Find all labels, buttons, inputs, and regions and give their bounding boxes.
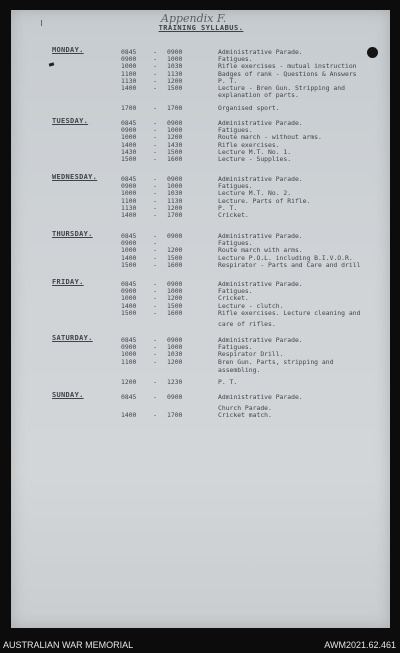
end-time: 1200 xyxy=(167,357,183,366)
activity: Lecture P.O.L. including B.I.V.O.R. xyxy=(218,253,353,262)
day-heading: MONDAY. xyxy=(52,46,84,54)
start-time: 0900 xyxy=(121,55,137,64)
activity: Organised sport. xyxy=(218,104,280,112)
time-separator: - xyxy=(153,336,157,344)
activity: Badges of rank - Questions & Answers xyxy=(218,69,357,78)
day-heading: THURSDAY. xyxy=(52,230,93,238)
day-heading: SUNDAY. xyxy=(52,391,84,399)
start-time: 0900 xyxy=(121,287,137,296)
day-heading: FRIDAY. xyxy=(52,278,84,286)
time-separator: - xyxy=(153,119,157,127)
time-separator: - xyxy=(153,350,157,359)
time-separator: - xyxy=(153,287,157,296)
time-separator: - xyxy=(153,211,157,219)
time-separator: - xyxy=(153,133,157,142)
activity: assembling. xyxy=(218,366,261,374)
activity: Cricket. xyxy=(218,211,249,219)
activity: P. T. xyxy=(218,76,238,85)
start-time: 0845 xyxy=(121,393,137,401)
start-time: 1130 xyxy=(121,203,137,212)
end-time: 1500 xyxy=(167,301,183,310)
start-time: 1400 xyxy=(121,301,137,310)
day-heading: SATURDAY. xyxy=(52,334,93,342)
start-time: 1400 xyxy=(121,211,137,219)
end-time: 1700 xyxy=(167,411,183,419)
end-time: 1000 xyxy=(167,55,183,64)
end-time: 0900 xyxy=(167,119,183,127)
end-time: 0900 xyxy=(167,175,183,183)
start-time: 1130 xyxy=(121,76,137,85)
handwritten-annotation: Appendix F. xyxy=(161,12,227,25)
time-separator: - xyxy=(153,69,157,78)
start-time: 0900 xyxy=(121,126,137,135)
day-heading: WEDNESDAY. xyxy=(52,173,98,181)
end-time: 1200 xyxy=(167,246,183,255)
activity: Route march with arms. xyxy=(218,246,303,255)
activity: Lecture. Parts of Rifle. xyxy=(218,196,311,205)
time-separator: - xyxy=(153,393,157,401)
activity: Administrative Parade. xyxy=(218,232,303,240)
schedule-row xyxy=(11,411,390,419)
schedule-row xyxy=(11,104,390,112)
start-time: 1000 xyxy=(121,133,137,142)
start-time: 1000 xyxy=(121,294,137,303)
end-time: 1500 xyxy=(167,147,183,156)
activity: Lecture - Supplies. xyxy=(218,155,292,163)
time-separator: - xyxy=(153,203,157,212)
time-separator: - xyxy=(153,280,157,288)
end-time: 1000 xyxy=(167,343,183,352)
time-separator: - xyxy=(153,246,157,255)
end-time: 1200 xyxy=(167,76,183,85)
start-time: 1100 xyxy=(121,196,137,205)
end-time: 1200 xyxy=(167,133,183,142)
end-time: 1600 xyxy=(167,308,183,317)
start-time: 1700 xyxy=(121,104,137,112)
archive-footer xyxy=(0,637,400,653)
end-time: 0900 xyxy=(167,393,183,401)
end-time: 1430 xyxy=(167,140,183,149)
time-separator: - xyxy=(153,104,157,112)
start-time: 1500 xyxy=(121,260,137,269)
activity: Fatigues. xyxy=(218,55,253,64)
activity: P. T. xyxy=(218,378,238,386)
time-separator: - xyxy=(153,155,157,163)
start-time: 0845 xyxy=(121,232,137,240)
schedule-row xyxy=(11,155,390,163)
time-separator: - xyxy=(153,175,157,183)
archive-reference: AWM2021.62.461 xyxy=(324,640,396,650)
activity: Fatigues. xyxy=(218,182,253,191)
schedule-row xyxy=(11,358,390,366)
start-time: 0845 xyxy=(121,175,137,183)
activity: Lecture M.T. No. 1. xyxy=(218,147,292,156)
activity: Administrative Parade. xyxy=(218,336,303,344)
time-separator: - xyxy=(153,253,157,262)
start-time: 1000 xyxy=(121,246,137,255)
activity: Administrative Parade. xyxy=(218,175,303,183)
start-time: 1400 xyxy=(121,411,137,419)
activity: Administrative Parade. xyxy=(218,48,303,56)
time-separator: - xyxy=(153,301,157,310)
start-time: 0845 xyxy=(121,119,137,127)
time-separator: - xyxy=(153,239,157,248)
start-time: 1200 xyxy=(121,378,137,386)
end-time: 1130 xyxy=(167,196,183,205)
document-title: TRAINING SYLLABUS. xyxy=(158,24,244,32)
start-time: 1400 xyxy=(121,84,137,92)
activity: Lecture - clutch. xyxy=(218,301,284,310)
start-time: 1400 xyxy=(121,253,137,262)
end-time: 1030 xyxy=(167,350,183,359)
activity: Cricket match. xyxy=(218,411,272,419)
time-separator: - xyxy=(153,411,157,419)
start-time: 0900 xyxy=(121,182,137,191)
schedule-row xyxy=(11,211,390,219)
end-time: 1600 xyxy=(167,155,183,163)
activity: Lecture - Bren Gun. Stripping and xyxy=(218,84,345,92)
end-time: 0900 xyxy=(167,336,183,344)
day-heading: TUESDAY. xyxy=(52,117,89,125)
time-separator: - xyxy=(153,294,157,303)
start-time: 1500 xyxy=(121,308,137,317)
start-time: 1000 xyxy=(121,189,137,198)
end-time: 1000 xyxy=(167,126,183,135)
start-time: 0845 xyxy=(121,336,137,344)
start-time: 1000 xyxy=(121,350,137,359)
activity: Route march - without arms. xyxy=(218,133,322,142)
end-time: 0900 xyxy=(167,48,183,56)
end-time: 0900 xyxy=(167,232,183,240)
start-time: 0900 xyxy=(121,239,137,248)
activity: Cricket. xyxy=(218,294,249,303)
start-time: 1430 xyxy=(121,147,137,156)
activity: Fatigues. xyxy=(218,239,253,248)
end-time: 1000 xyxy=(167,182,183,191)
end-time: 1200 xyxy=(167,203,183,212)
end-time: 1700 xyxy=(167,211,183,219)
activity: Church Parade. xyxy=(218,404,272,412)
time-separator: - xyxy=(153,343,157,352)
end-time: 1230 xyxy=(167,378,183,386)
end-time: 1030 xyxy=(167,62,183,71)
activity: Rifle exercises. xyxy=(218,140,280,149)
start-time: 1500 xyxy=(121,155,137,163)
time-separator: - xyxy=(153,62,157,71)
activity: Respirator - Parts and Care and drill xyxy=(218,260,361,269)
activity: Fatigues. xyxy=(218,287,253,296)
end-time: 1600 xyxy=(167,260,183,269)
time-separator: - xyxy=(153,378,157,386)
time-separator: - xyxy=(153,196,157,205)
schedule-row xyxy=(11,320,390,328)
archive-credit: AUSTRALIAN WAR MEMORIAL xyxy=(3,640,134,650)
activity: Administrative Parade. xyxy=(218,119,303,127)
end-time: 1200 xyxy=(167,294,183,303)
start-time: 0900 xyxy=(121,343,137,352)
time-separator: - xyxy=(153,189,157,198)
time-separator: - xyxy=(153,147,157,156)
schedule-row xyxy=(11,309,390,317)
activity: Fatigues. xyxy=(218,343,253,352)
time-separator: - xyxy=(153,76,157,85)
pencil-tick-mark xyxy=(41,20,42,26)
time-separator: - xyxy=(153,84,157,92)
activity: Administrative Parade. xyxy=(218,280,303,288)
schedule-row xyxy=(11,91,390,99)
time-separator: - xyxy=(153,140,157,149)
time-separator: - xyxy=(153,357,157,366)
activity: Bren Gun. Parts, stripping and xyxy=(218,357,334,366)
activity: Lecture M.T. No. 2. xyxy=(218,189,292,198)
end-time: 1500 xyxy=(167,253,183,262)
start-time: 0845 xyxy=(121,280,137,288)
start-time: 0845 xyxy=(121,48,137,56)
end-time: 1130 xyxy=(167,69,183,78)
time-separator: - xyxy=(153,48,157,56)
schedule-row xyxy=(11,366,390,374)
activity: Rifle exercises. Lecture cleaning and xyxy=(218,308,361,317)
time-separator: - xyxy=(153,55,157,64)
activity: Respirator Drill. xyxy=(218,350,284,359)
activity: P. T. xyxy=(218,203,238,212)
start-time: 1400 xyxy=(121,140,137,149)
start-time: 1000 xyxy=(121,62,137,71)
activity: care of rifles. xyxy=(218,320,276,328)
time-separator: - xyxy=(153,308,157,317)
activity: explanation of parts. xyxy=(218,91,299,99)
time-separator: - xyxy=(153,126,157,135)
start-time: 1100 xyxy=(121,69,137,78)
end-time: 1000 xyxy=(167,287,183,296)
schedule-row xyxy=(11,378,390,386)
schedule-row xyxy=(11,393,390,401)
activity: Administrative Parade. xyxy=(218,393,303,401)
start-time: 1100 xyxy=(121,357,137,366)
end-time: 1700 xyxy=(167,104,183,112)
end-time: 1500 xyxy=(167,84,183,92)
schedule-row xyxy=(11,261,390,269)
time-separator: - xyxy=(153,260,157,269)
activity: Rifle exercises - mutual instruction xyxy=(218,62,357,71)
end-time: 0900 xyxy=(167,280,183,288)
time-separator: - xyxy=(153,232,157,240)
activity: Fatigues. xyxy=(218,126,253,135)
time-separator: - xyxy=(153,182,157,191)
end-time: 1030 xyxy=(167,189,183,198)
document-sheet xyxy=(11,10,390,628)
